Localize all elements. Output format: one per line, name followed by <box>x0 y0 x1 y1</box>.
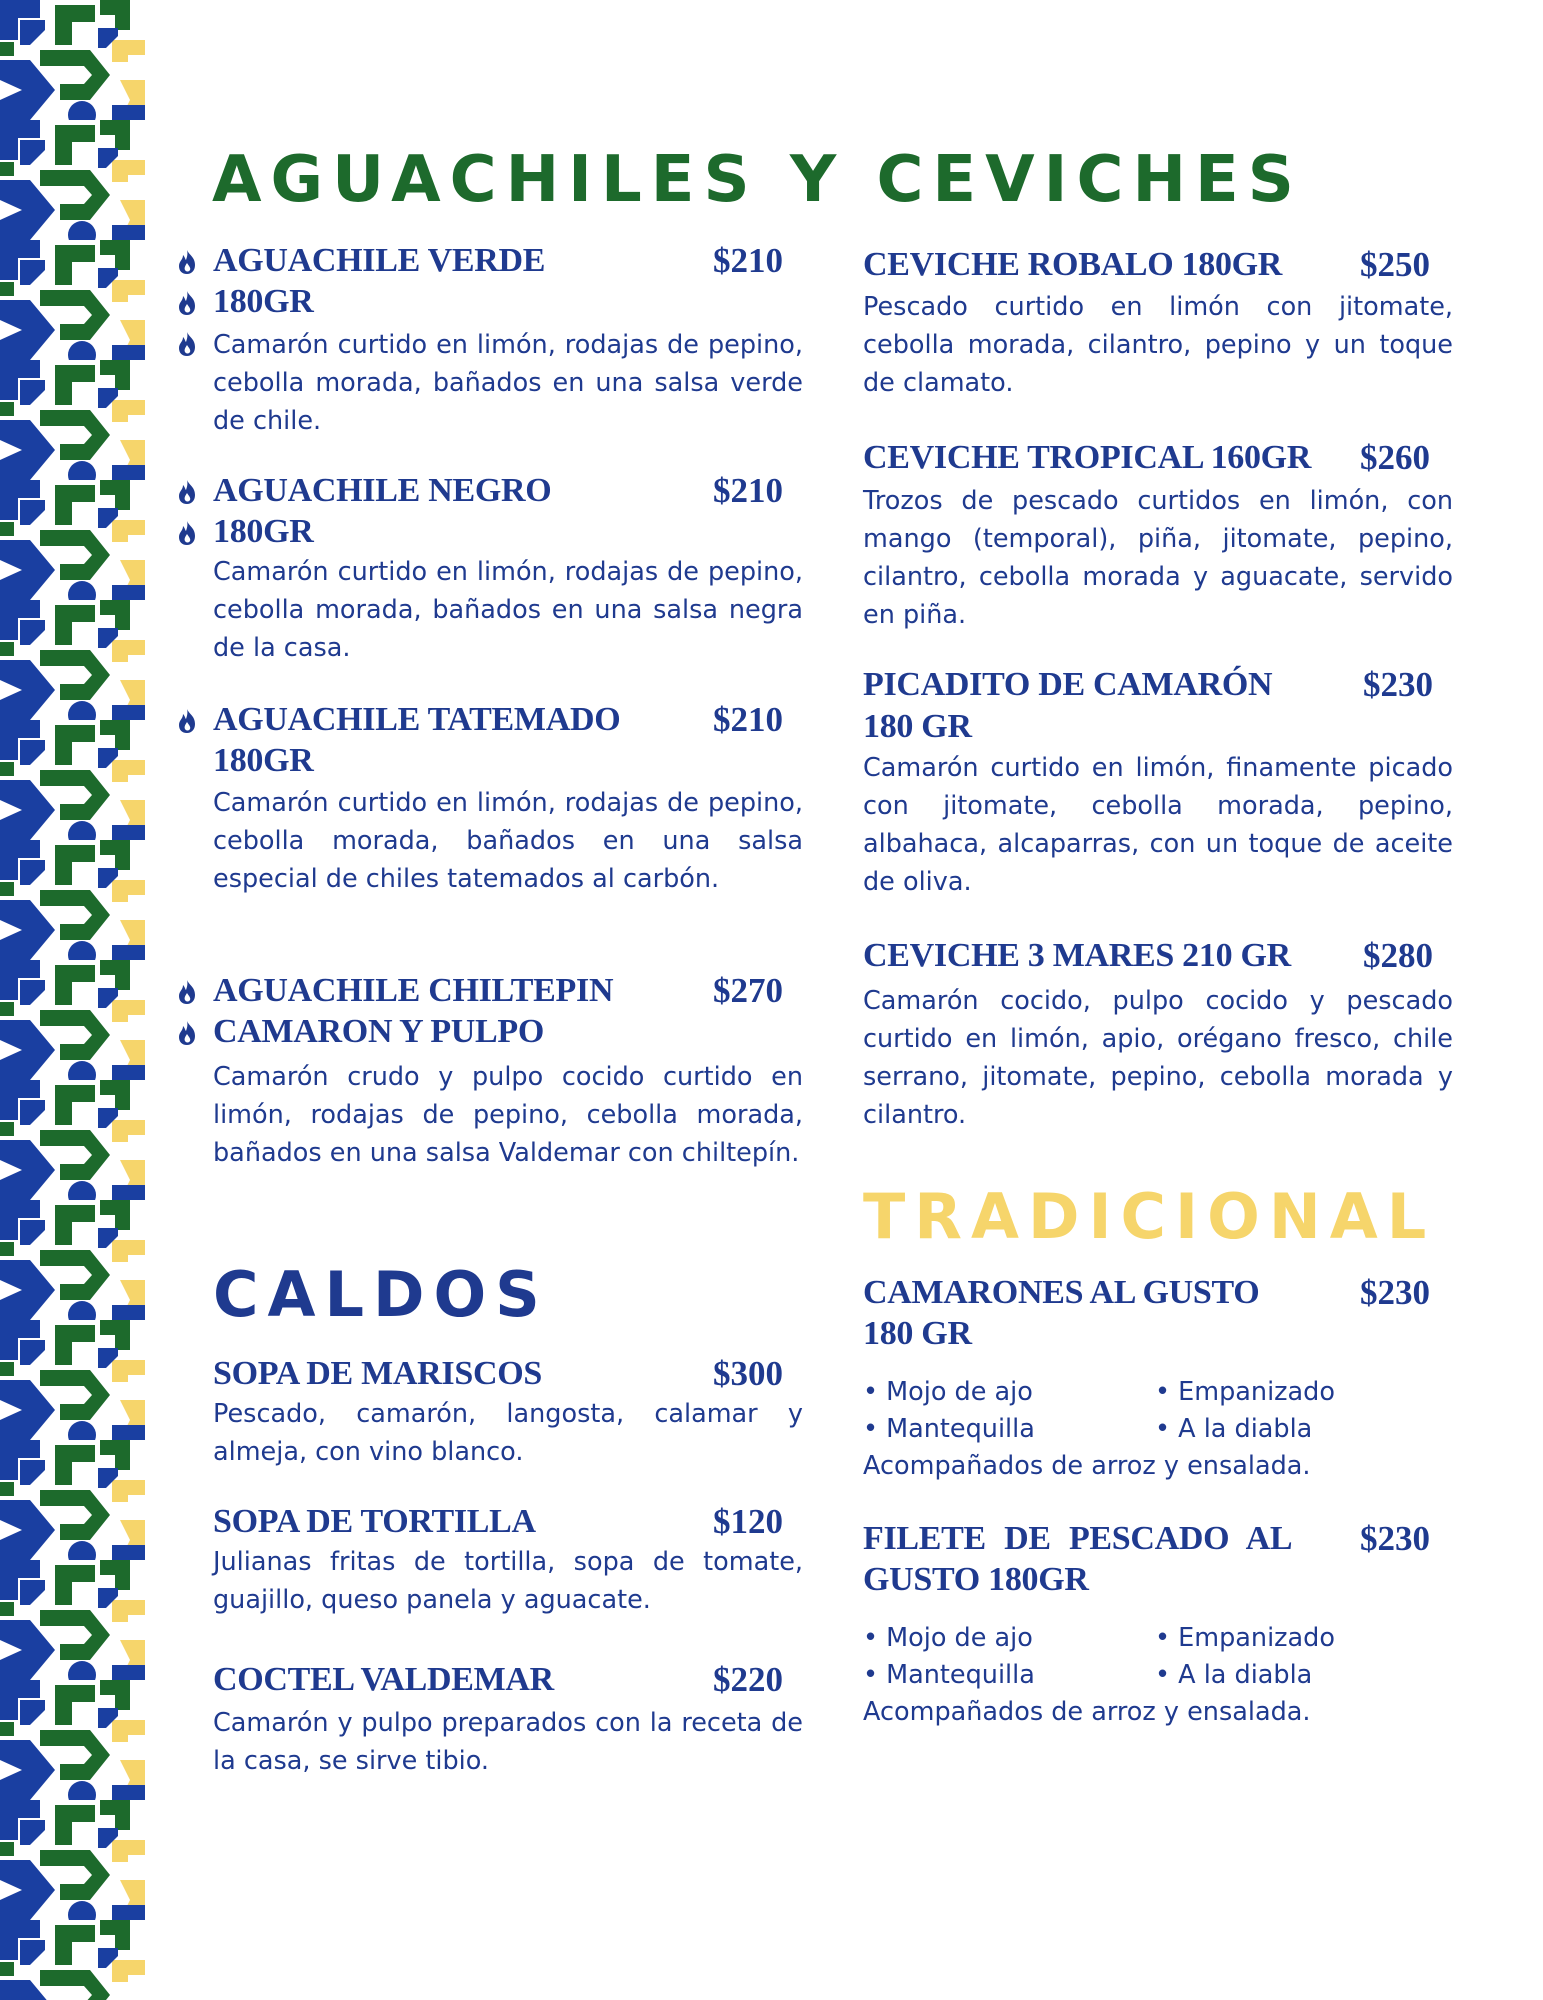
item-description: Camarón curtido en limón, rodajas de pepino, cebolla morada, bañados en una salsa verde de chile. <box>213 330 803 436</box>
item-description: Pescado curtido en limón con jitomate, cebolla morada, cilantro, pepino y un toque de clamato. <box>863 292 1453 398</box>
item-price: $230 <box>1360 1273 1430 1312</box>
item-description: Camarón cocido, pulpo cocido y pescado curtido en limón, apio, orégano fresco, chile serrano, jitomate, pepino, cebolla morada y cilantro. <box>863 986 1453 1130</box>
item-price: $270 <box>713 971 783 1010</box>
item-name-line2: GUSTO 180GR <box>863 1561 1089 1598</box>
item-name: COCTEL VALDEMAR <box>213 1661 554 1698</box>
item-name: SOPA DE TORTILLA <box>213 1503 536 1540</box>
item-name: PICADITO DE CAMARÓN <box>863 666 1273 703</box>
option-mantequilla: • Mantequilla <box>863 1660 1035 1690</box>
chili-flame-icon <box>175 1011 205 1052</box>
item-name: SOPA DE MARISCOS <box>213 1355 542 1392</box>
item-price: $210 <box>713 700 783 739</box>
item-name: CAMARONES AL GUSTO <box>863 1274 1260 1311</box>
preparation-options <box>863 1374 1453 1484</box>
item-description: Trozos de pescado curtidos en limón, con mango (temporal), piña, jitomate, pepino, cilantro, cebolla morada y aguacate, servido en piña. <box>863 486 1453 630</box>
item-name: AGUACHILE NEGRO <box>213 472 552 509</box>
option-mantequilla: • Mantequilla <box>863 1414 1035 1444</box>
item-price: $230 <box>1360 1519 1430 1558</box>
chili-flame-icon <box>175 322 205 363</box>
chili-flame-icon <box>175 970 205 1011</box>
item-description: Pescado, camarón, langosta, calamar y almeja, con vino blanco. <box>213 1399 803 1467</box>
spicy-indicator <box>175 240 205 363</box>
item-description: Camarón y pulpo preparados con la receta de la casa, se sirve tibio. <box>213 1708 803 1776</box>
decorative-tile-border <box>0 0 145 2000</box>
section-title-caldos: CALDOS <box>213 1258 549 1331</box>
item-name: AGUACHILE TATEMADO <box>213 701 621 738</box>
item-description: Camarón curtido en limón, finamente picado con jitomate, cebolla morada, pepino, albahaca, alcaparras, con un toque de aceite de oliva. <box>863 753 1453 897</box>
chili-flame-icon <box>175 470 205 511</box>
item-price: $120 <box>713 1502 783 1541</box>
item-price: $260 <box>1360 438 1430 477</box>
item-description: Camarón curtido en limón, rodajas de pepino, cebolla morada, bañados en una salsa negra de la casa. <box>213 557 803 663</box>
option-a-la-diabla: • A la diabla <box>1155 1414 1313 1444</box>
item-name: AGUACHILE VERDE <box>213 242 546 279</box>
item-description: Julianas fritas de tortilla, sopa de tomate, guajillo, queso panela y aguacate. <box>213 1547 803 1615</box>
option-mojo-de-ajo: • Mojo de ajo <box>863 1377 1033 1407</box>
item-name-line2: CAMARON Y PULPO <box>213 1013 545 1050</box>
spicy-indicator <box>175 470 205 552</box>
item-price: $280 <box>1363 936 1433 975</box>
chili-flame-icon <box>175 281 205 322</box>
spicy-indicator <box>175 699 205 740</box>
item-name-line2: 180GR <box>213 513 314 550</box>
preparation-options <box>863 1620 1453 1730</box>
item-name-line2: 180 GR <box>863 1315 972 1352</box>
item-price: $300 <box>713 1354 783 1393</box>
spicy-indicator <box>175 970 205 1052</box>
item-name-line2: 180GR <box>213 283 314 320</box>
item-price: $230 <box>1363 665 1433 704</box>
side-dish-note: Acompañados de arroz y ensalada. <box>863 1697 1311 1727</box>
item-name-line2: 180 GR <box>863 708 972 745</box>
option-empanizado: • Empanizado <box>1155 1623 1335 1653</box>
section-title-tradicional: TRADICIONAL <box>863 1180 1436 1253</box>
option-a-la-diabla: • A la diabla <box>1155 1660 1313 1690</box>
item-name: FILETE DE PESCADO AL <box>863 1520 1293 1557</box>
item-name: CEVICHE ROBALO 180GR <box>863 246 1283 283</box>
option-empanizado: • Empanizado <box>1155 1377 1335 1407</box>
item-description: Camarón curtido en limón, rodajas de pepino, cebolla morada, bañados en una salsa especial de chiles tatemados al carbón. <box>213 788 803 894</box>
side-dish-note: Acompañados de arroz y ensalada. <box>863 1451 1311 1481</box>
item-price: $210 <box>713 471 783 510</box>
chili-flame-icon <box>175 511 205 552</box>
item-price: $220 <box>713 1660 783 1699</box>
chili-flame-icon <box>175 240 205 281</box>
section-title-aguachiles: AGUACHILES Y CEVICHES <box>212 143 1303 217</box>
option-mojo-de-ajo: • Mojo de ajo <box>863 1623 1033 1653</box>
item-price: $250 <box>1360 245 1430 284</box>
chili-flame-icon <box>175 699 205 740</box>
item-name: CEVICHE TROPICAL 160GR <box>863 439 1312 476</box>
item-name: CEVICHE 3 MARES 210 GR <box>863 937 1291 974</box>
item-description: Camarón crudo y pulpo cocido curtido en limón, rodajas de pepino, cebolla morada, bañados en una salsa Valdemar con chiltepín. <box>213 1062 803 1168</box>
item-name: AGUACHILE CHILTEPIN <box>213 972 614 1009</box>
item-price: $210 <box>713 241 783 280</box>
item-name-line2: 180GR <box>213 742 314 779</box>
